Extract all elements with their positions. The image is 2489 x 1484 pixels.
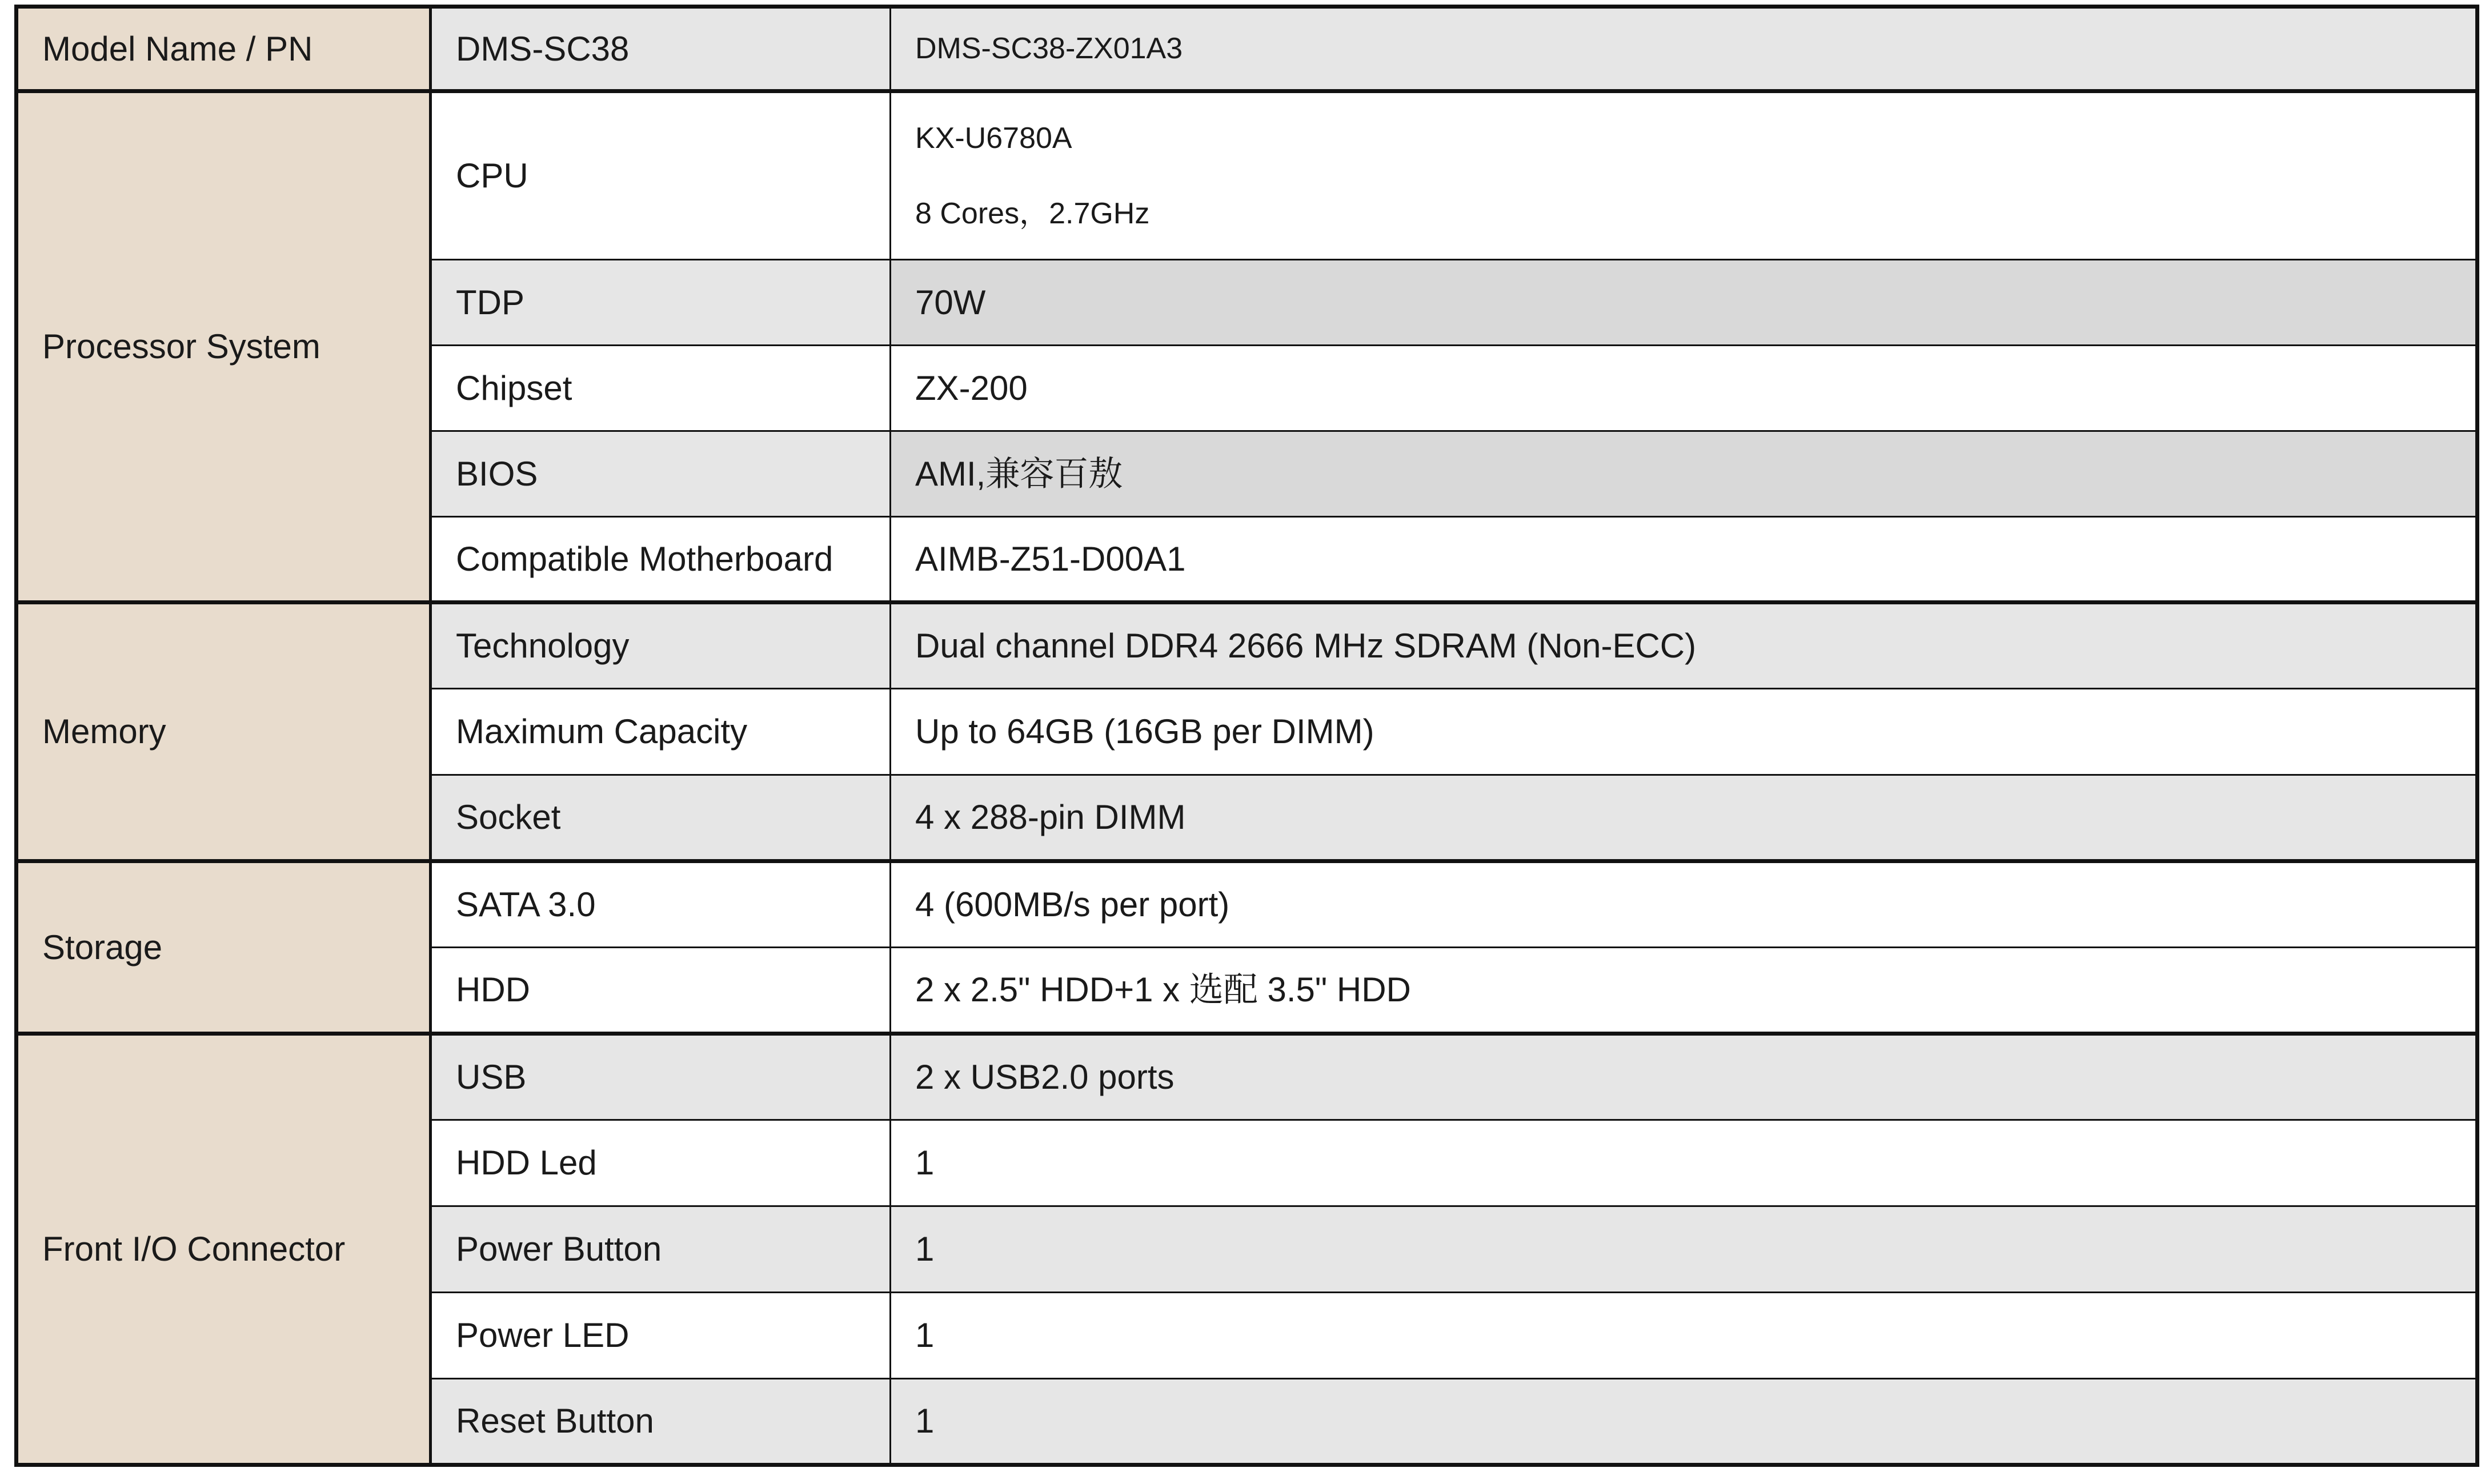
model-name: DMS-SC38	[431, 7, 891, 91]
spec-value-socket: 4 x 288-pin DIMM	[891, 775, 2478, 861]
cpu-cores: 8 Cores，2.7GHz	[915, 197, 1150, 230]
table-row	[17, 861, 2478, 948]
spec-key-hdd-led: HDD Led	[431, 1120, 891, 1206]
spec-value-hdd: 2 x 2.5" HDD+1 x 选配 3.5" HDD	[891, 948, 2478, 1034]
spec-key-tdp: TDP	[431, 260, 891, 346]
spec-value-compatible-motherboard: AIMB-Z51-D00A1	[891, 517, 2478, 603]
spec-value-maximum-capacity: Up to 64GB (16GB per DIMM)	[891, 689, 2478, 775]
category-storage: Storage	[17, 861, 431, 1034]
table-row	[17, 7, 2478, 91]
cpu-model: KX-U6780A	[915, 122, 1072, 155]
spec-value-hdd-led: 1	[891, 1120, 2478, 1206]
spec-key-socket: Socket	[431, 775, 891, 861]
spec-key-maximum-capacity: Maximum Capacity	[431, 689, 891, 775]
table-row	[17, 1034, 2478, 1120]
spec-value-sata: 4 (600MB/s per port)	[891, 861, 2478, 948]
category-memory: Memory	[17, 603, 431, 861]
spec-key-power-led: Power LED	[431, 1293, 891, 1379]
spec-key-power-button: Power Button	[431, 1206, 891, 1293]
spec-key-cpu: CPU	[431, 91, 891, 260]
spec-table	[14, 5, 2479, 1467]
spec-key-sata: SATA 3.0	[431, 861, 891, 948]
spec-key-bios: BIOS	[431, 431, 891, 517]
model-pn: DMS-SC38-ZX01A3	[891, 7, 2478, 91]
spec-value-technology: Dual channel DDR4 2666 MHz SDRAM (Non-ECC)	[891, 603, 2478, 689]
spec-value-usb: 2 x USB2.0 ports	[891, 1034, 2478, 1120]
spec-value-bios: AMI,兼容百敖	[891, 431, 2478, 517]
spec-key-hdd: HDD	[431, 948, 891, 1034]
spec-value-power-button: 1	[891, 1206, 2478, 1293]
spec-value-tdp: 70W	[891, 260, 2478, 346]
spec-key-usb: USB	[431, 1034, 891, 1120]
table-row	[17, 603, 2478, 689]
model-label: Model Name / PN	[17, 7, 431, 91]
spec-value-cpu	[891, 91, 2478, 260]
spec-value-power-led: 1	[891, 1293, 2478, 1379]
category-front-io-connector: Front I/O Connector	[17, 1034, 431, 1465]
table-row	[17, 91, 2478, 260]
category-processor-system: Processor System	[17, 91, 431, 603]
spec-key-technology: Technology	[431, 603, 891, 689]
spec-key-chipset: Chipset	[431, 346, 891, 431]
spec-value-chipset: ZX-200	[891, 346, 2478, 431]
spec-value-reset-button: 1	[891, 1379, 2478, 1465]
spec-key-reset-button: Reset Button	[431, 1379, 891, 1465]
spec-key-compatible-motherboard: Compatible Motherboard	[431, 517, 891, 603]
